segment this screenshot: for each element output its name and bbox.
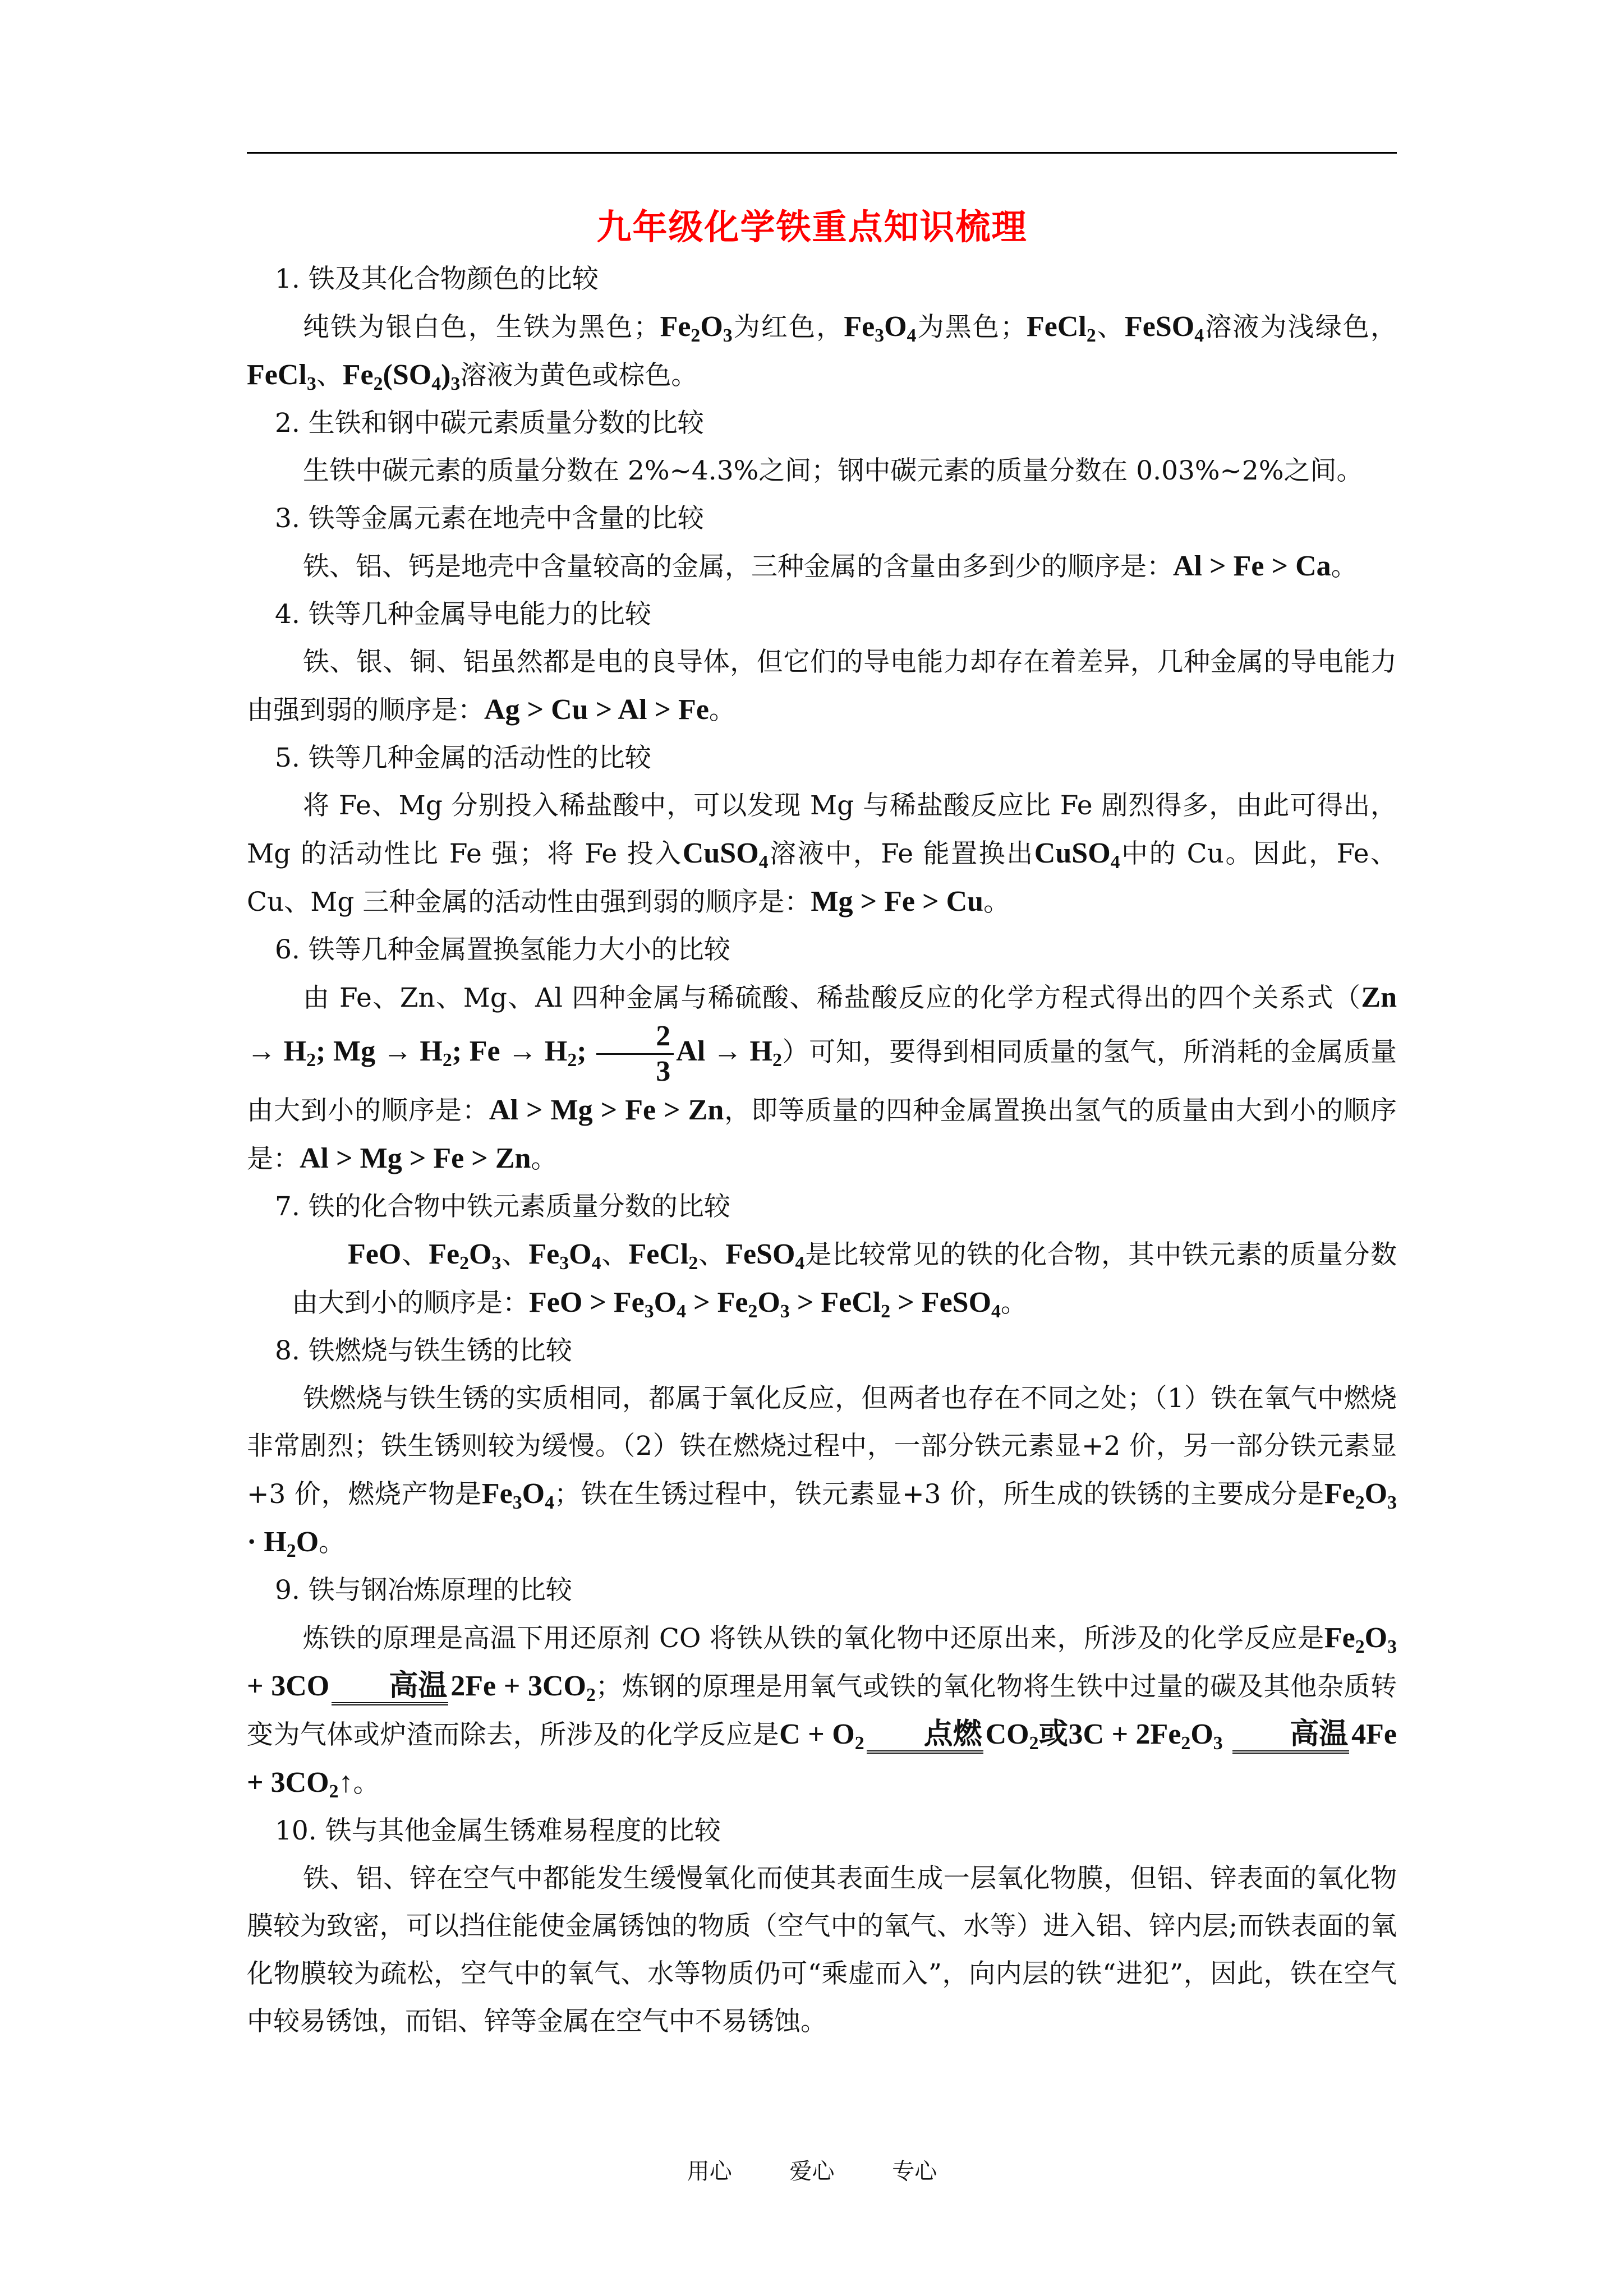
section-heading-2: 2. 生铁和钢中碳元素质量分数的比较 xyxy=(275,408,704,439)
reaction-condition: 高温 xyxy=(1232,1718,1349,1754)
footer-item: 爱心 xyxy=(789,2159,835,2184)
section-heading-3: 3. 铁等金属元素在地壳中含量的比较 xyxy=(275,503,704,534)
section-body-7: FeO、$Fe_2O_3$、$Fe_3O_4$、FeCl$_2$、FeSO$_4$是比较常见的铁的化合物，其中铁元素的质量分数由大到小的顺序是：FeO > $Fe_3O_4 > Fe_2O_3$ > FeCl$_2$ > FeSO$_4$。 xyxy=(292,1238,1397,1322)
reaction-condition: 点燃 xyxy=(867,1718,983,1754)
footer-item: 专心 xyxy=(892,2159,937,2184)
section-body-10: 铁、铝、锌在空气中都能发生缓慢氧化而使其表面生成一层氧化物膜，但铝、锌表面的氧化物膜较为致密，可以挡住能使金属锈蚀的物质（空气中的氧气、水等）进入铝、锌内层;而铁表面的氧化物膜较为疏松，空气中的氧气、水等物质仍可“乘虚而入”，向内层的铁“进犯”，因此，铁在空气中较易锈蚀，而铝、锌等金属在空气中不易锈蚀。 xyxy=(247,1863,1397,2037)
section-heading-7: 7. 铁的化合物中铁元素质量分数的比较 xyxy=(275,1191,730,1222)
section-heading-8: 8. 铁燃烧与铁生锈的比较 xyxy=(275,1335,572,1366)
document-body xyxy=(247,255,1397,2045)
section-body-3: 铁、铝、钙是地壳中含量较高的金属，三种金属的含量由多到少的顺序是：Al > Fe > Ca。 xyxy=(303,550,1358,582)
section-body-8: 铁燃烧与铁生锈的实质相同，都属于氧化反应，但两者也存在不同之处；（1）铁在氧气中燃烧非常剧烈；铁生锈则较为缓慢。（2）铁在燃烧过程中，一部分铁元素显+2 价，另一部分铁元素显+3 价，燃烧产物是$Fe_3O_4$；铁在生锈过程中，铁元素显+3 价，所生成的铁锈的主要成分是$Fe_2O_3 \cdot H_2O$。 xyxy=(247,1383,1397,1562)
section-heading-6: 6. 铁等几种金属置换氢能力大小的比较 xyxy=(275,934,730,965)
footer-item: 用心 xyxy=(687,2159,732,2184)
section-body-2: 生铁中碳元素的质量分数在 2%~4.3%之间；钢中碳元素的质量分数在 0.03%~2%之间。 xyxy=(303,455,1363,486)
section-heading-9: 9. 铁与钢冶炼原理的比较 xyxy=(275,1575,572,1606)
page-title: 九年级化学铁重点知识梳理 xyxy=(596,206,1028,247)
fraction: $\frac{2}{3}$ xyxy=(596,1022,674,1086)
section-body-6: 由 Fe、Zn、Mg、Al 四种金属与稀硫酸、稀盐酸反应的化学方程式得出的四个关系式（$Zn \to H_2$; $Mg \to H_2$; $Fe \to H_2$; $\frac{2}{3}$ $Al \to H_2$）可知，要得到相同质量的氢气，所消耗的金属质量由大到小的顺序是：Al > Mg > Fe > Zn，即等质量的四种金属置换出氢气的质量由大到小的顺序是：Al > Mg > Fe > Zn。 xyxy=(247,981,1397,1174)
section-heading-10: 10. 铁与其他金属生锈难易程度的比较 xyxy=(275,1815,721,1846)
section-body-1: 纯铁为银白色，生铁为黑色；$Fe_2O_3$为红色，$Fe_3O_4$为黑色；FeCl$_2$、FeSO$_4$溶液为浅绿色，FeCl$_3$、$Fe_2(SO_4)_3$溶液为黄色或棕色。 xyxy=(247,311,1397,395)
section-body-5: 将 Fe、Mg 分别投入稀盐酸中，可以发现 Mg 与稀盐酸反应比 Fe 剧烈得多，由此可得出，Mg 的活动性比 Fe 强；将 Fe 投入CuSO$_4$溶液中，Fe 能置换出CuSO$_4$中的 Cu。因此，Fe、Cu、Mg 三种金属的活动性由强到弱的顺序是：Mg > Fe > Cu。 xyxy=(247,790,1397,918)
section-body-4: 铁、银、铜、铝虽然都是电的良导体，但它们的导电能力却存在着差异，几种金属的导电能力由强到弱的顺序是：Ag > Cu > Al > Fe。 xyxy=(247,647,1397,726)
page-footer xyxy=(0,2154,1624,2186)
section-heading-1: 1. 铁及其化合物颜色的比较 xyxy=(275,264,599,294)
section-heading-4: 4. 铁等几种金属导电能力的比较 xyxy=(275,599,651,630)
header-rule xyxy=(247,152,1397,154)
reaction-condition: 高温 xyxy=(332,1670,448,1705)
section-body-9: 炼铁的原理是高温下用还原剂 CO 将铁从铁的氧化物中还原出来，所涉及的化学反应是$Fe_2O_3 + 3CO$ 高温 $2Fe + 3CO_2$；炼钢的原理是用氧气或铁的氧化物将生铁中过量的碳及其他杂质转变为气体或炉渣而除去，所涉及的化学反应是$C + O_2$ 点燃 $CO_2$或$3C + 2Fe_2O_3$ 高温 $4Fe + 3CO_2↑$。 xyxy=(247,1622,1397,1802)
section-heading-5: 5. 铁等几种金属的活动性的比较 xyxy=(275,743,651,773)
